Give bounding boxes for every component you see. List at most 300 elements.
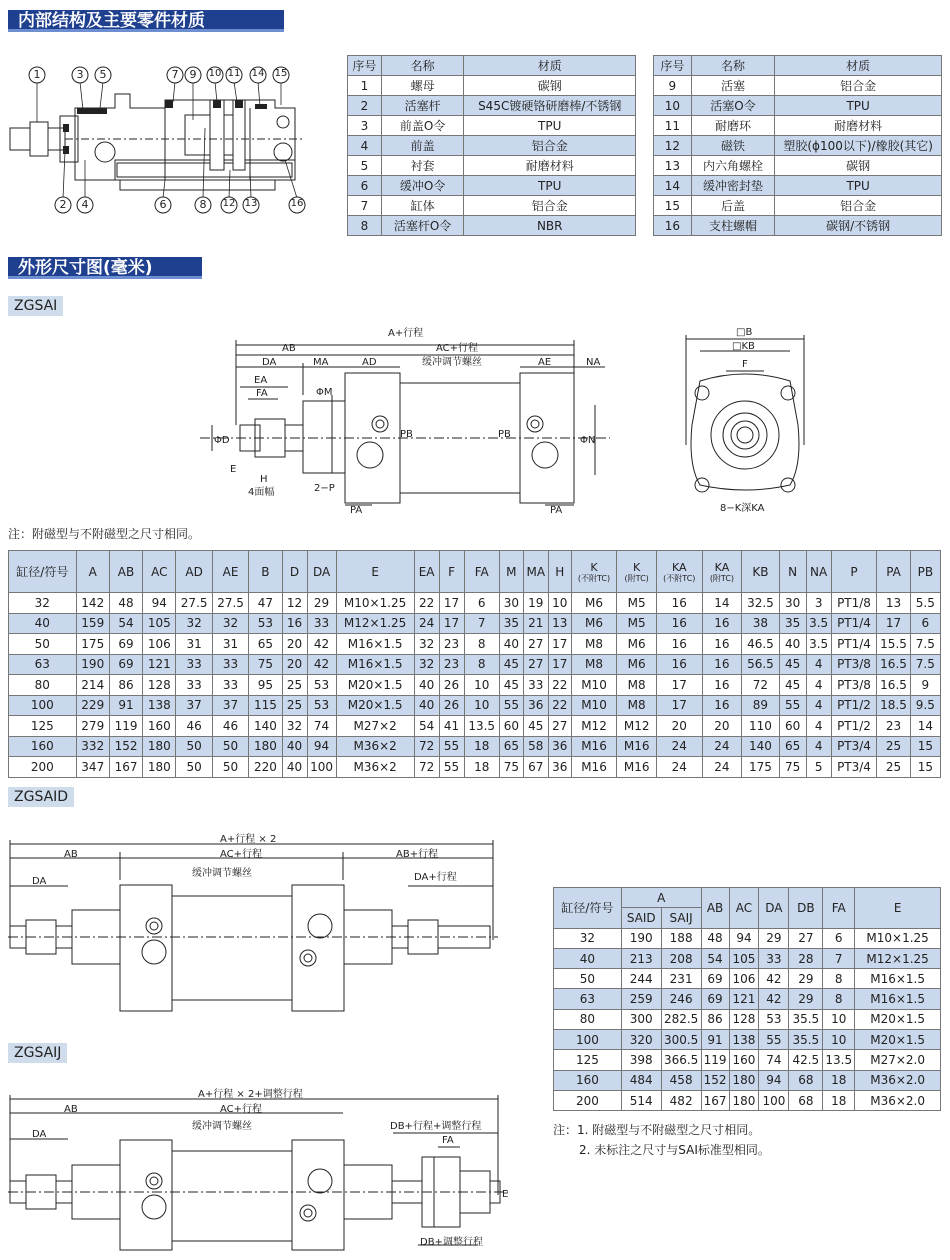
table-cell: 94 <box>759 1070 789 1090</box>
header-cell <box>9 551 77 593</box>
cell-name: 支柱螺帽 <box>691 216 775 236</box>
table-cell: 13 <box>548 613 571 634</box>
cell-name: 衬套 <box>381 156 464 176</box>
header-bore: 缸径/符号 <box>554 888 622 929</box>
cell-name: 活塞杆O令 <box>381 216 464 236</box>
table-cell: 279 <box>76 716 109 737</box>
cell-no: 16 <box>654 216 692 236</box>
header-label: KB <box>752 564 769 579</box>
dim-label: AC+行程 <box>220 1104 263 1115</box>
table-cell: 45 <box>499 675 523 696</box>
header-cell <box>831 551 877 593</box>
table-cell: 27 <box>523 634 548 655</box>
table-cell: 32 <box>414 654 439 675</box>
table-cell: 19 <box>523 593 548 614</box>
table-cell: 32.5 <box>742 593 779 614</box>
table-cell: 175 <box>76 634 109 655</box>
header-label: A <box>88 564 97 579</box>
table-cell: 152 <box>109 736 142 757</box>
table-cell: 16 <box>656 613 702 634</box>
table-cell: 138 <box>143 695 176 716</box>
header-material: 材质 <box>775 56 942 76</box>
cell-name: 活塞杆 <box>381 96 464 116</box>
table-cell: 29 <box>759 928 789 948</box>
dim-label: PB <box>498 429 511 440</box>
table-cell: M8 <box>617 695 657 716</box>
table-cell: 160 <box>9 736 77 757</box>
table-row <box>554 1050 941 1070</box>
table-cell: PT3/4 <box>831 736 877 757</box>
table-cell: 72 <box>414 757 439 778</box>
header-sublabel: (附TC) <box>624 573 649 583</box>
dim-label: PA <box>350 505 363 516</box>
table-cell: 320 <box>621 1030 661 1050</box>
table-cell: 22 <box>414 593 439 614</box>
cell-material: 铝合金 <box>775 196 942 216</box>
table-cell: 214 <box>76 675 109 696</box>
cell-name: 后盖 <box>691 196 775 216</box>
table-row <box>654 196 942 216</box>
table-cell: 40 <box>499 634 523 655</box>
table-cell: 125 <box>9 716 77 737</box>
table-cell: 42 <box>759 989 789 1009</box>
table-cell: 94 <box>729 928 759 948</box>
table-cell: 175 <box>742 757 779 778</box>
table-header-row <box>654 56 942 76</box>
table-cell: 208 <box>661 948 701 968</box>
table-cell: 55 <box>439 757 464 778</box>
table-cell: 75 <box>249 654 282 675</box>
table-cell: 86 <box>701 1009 729 1029</box>
table-cell: 458 <box>661 1070 701 1090</box>
table-cell: M12×1.25 <box>336 613 414 634</box>
table-cell: 100 <box>554 1030 622 1050</box>
cell-no: 4 <box>348 136 382 156</box>
cell-no: 9 <box>654 76 692 96</box>
cell-no: 1 <box>348 76 382 96</box>
table-cell: 54 <box>109 613 142 634</box>
header-cell <box>806 551 831 593</box>
sai-dimension-drawing <box>200 325 620 525</box>
table-cell: M6 <box>571 613 617 634</box>
table-cell: 54 <box>701 948 729 968</box>
header-cell <box>910 551 940 593</box>
table-cell: 50 <box>554 969 622 989</box>
header-label: KA <box>714 560 730 574</box>
dim-label: E <box>230 464 237 475</box>
said-dimension-drawing <box>8 830 498 1010</box>
table-cell: 24 <box>414 613 439 634</box>
header-cell <box>76 551 109 593</box>
cell-no: 5 <box>348 156 382 176</box>
header-da: DA <box>759 888 789 929</box>
cell-name: 缓冲密封垫 <box>691 176 775 196</box>
table-cell: 75 <box>779 757 806 778</box>
header-ac: AC <box>729 888 759 929</box>
table-row <box>348 196 636 216</box>
table-cell: 40 <box>9 613 77 634</box>
table-cell: 27 <box>548 716 571 737</box>
table-cell: 40 <box>282 736 307 757</box>
table-cell: 140 <box>742 736 779 757</box>
table-cell: 40 <box>554 948 622 968</box>
table-row <box>348 156 636 176</box>
table-cell: 23 <box>439 654 464 675</box>
table-cell: 5 <box>806 757 831 778</box>
table-cell: 54 <box>414 716 439 737</box>
table-cell: 50 <box>9 634 77 655</box>
header-cell <box>176 551 212 593</box>
cell-name: 前盖 <box>381 136 464 156</box>
header-label: P <box>850 564 858 579</box>
table-cell: 24 <box>656 757 702 778</box>
table-cell: 20 <box>702 716 742 737</box>
header-no: 序号 <box>348 56 382 76</box>
table-cell: 9 <box>910 675 940 696</box>
header-label: K <box>633 560 641 574</box>
header-cell <box>571 551 617 593</box>
table-cell: M16 <box>571 757 617 778</box>
table-cell: 15.5 <box>877 634 910 655</box>
table-cell: 138 <box>729 1030 759 1050</box>
table-row <box>554 989 941 1009</box>
table-row <box>554 948 941 968</box>
header-label: NA <box>810 564 828 579</box>
table-cell: 55 <box>439 736 464 757</box>
note-2: 2. 未标注之尺寸与SAI标准型相同。 <box>579 1143 770 1157</box>
table-cell: 332 <box>76 736 109 757</box>
table-cell: 7.5 <box>910 654 940 675</box>
table-row <box>554 1009 941 1029</box>
cell-no: 14 <box>654 176 692 196</box>
table-cell: 53 <box>307 695 336 716</box>
section-banner-internal: 内部结构及主要零件材质 <box>8 10 284 32</box>
note-sai: 注：附磁型与不附磁型之尺寸相同。 <box>8 527 201 541</box>
table-cell: 16.5 <box>877 654 910 675</box>
table-row <box>654 116 942 136</box>
said-table-body <box>554 928 941 1111</box>
table-cell: 282.5 <box>661 1009 701 1029</box>
table-cell: 60 <box>499 716 523 737</box>
table-cell: 9.5 <box>910 695 940 716</box>
table-cell: 106 <box>729 969 759 989</box>
dim-label: □B <box>736 327 753 338</box>
cell-name: 磁铁 <box>691 136 775 156</box>
table-cell: 482 <box>661 1090 701 1110</box>
table-cell: 23 <box>877 716 910 737</box>
table-row <box>9 716 941 737</box>
table-cell: 180 <box>729 1090 759 1110</box>
table-cell: 128 <box>729 1009 759 1029</box>
table-cell: 4 <box>806 654 831 675</box>
table-cell: M10 <box>571 695 617 716</box>
header-label: AC <box>151 564 168 579</box>
table-cell: 18 <box>823 1070 855 1090</box>
dim-label: 缓冲调节螺丝 <box>192 868 252 879</box>
table-cell: 42 <box>307 654 336 675</box>
table-cell: M5 <box>617 613 657 634</box>
table-cell: 21 <box>523 613 548 634</box>
cell-no: 2 <box>348 96 382 116</box>
table-header-row <box>348 56 636 76</box>
table-cell: 514 <box>621 1090 661 1110</box>
table-cell: 159 <box>76 613 109 634</box>
table-cell: M36×2.0 <box>855 1070 941 1090</box>
header-db: DB <box>789 888 823 929</box>
table-cell: 13.5 <box>823 1050 855 1070</box>
table-row <box>9 736 941 757</box>
table-row <box>348 216 636 236</box>
header-sublabel: (不附TC) <box>577 573 611 583</box>
table-cell: 36 <box>548 757 571 778</box>
saij-dimension-drawing <box>8 1085 508 1255</box>
table-cell: 56.5 <box>742 654 779 675</box>
table-cell: 115 <box>249 695 282 716</box>
table-cell: 100 <box>759 1090 789 1110</box>
table-row <box>654 136 942 156</box>
table-cell: 33 <box>523 675 548 696</box>
table-cell: 40 <box>282 757 307 778</box>
table-cell: 74 <box>759 1050 789 1070</box>
table-cell: 188 <box>661 928 701 948</box>
table-cell: 35.5 <box>789 1009 823 1029</box>
table-cell: 16 <box>702 675 742 696</box>
table-cell: 65 <box>249 634 282 655</box>
table-cell: 246 <box>661 989 701 1009</box>
table-cell: 55 <box>779 695 806 716</box>
callout-7: 7 <box>171 68 179 81</box>
table-cell: M12 <box>571 716 617 737</box>
table-cell: 366.5 <box>661 1050 701 1070</box>
table-cell: 68 <box>789 1090 823 1110</box>
table-cell: 53 <box>249 613 282 634</box>
dim-label: AD <box>362 357 377 368</box>
cell-material: TPU <box>464 116 636 136</box>
table-cell: 17 <box>548 654 571 675</box>
table-cell: 119 <box>701 1050 729 1070</box>
table-cell: 36 <box>548 736 571 757</box>
callout-11: 11 <box>227 68 241 79</box>
table-cell: 50 <box>176 736 212 757</box>
table-cell: 16.5 <box>877 675 910 696</box>
table-cell: 15 <box>910 757 940 778</box>
cell-material: 碳钢 <box>464 76 636 96</box>
table-cell: 14 <box>910 716 940 737</box>
table-cell: 7 <box>823 948 855 968</box>
table-cell: 27.5 <box>212 593 248 614</box>
table-cell: M27×2 <box>336 716 414 737</box>
callout-6: 6 <box>159 198 167 211</box>
table-row <box>9 593 941 614</box>
table-cell: M12 <box>617 716 657 737</box>
header-a: A <box>621 888 701 908</box>
table-row <box>348 76 636 96</box>
parts-right-body <box>654 76 942 236</box>
table-cell: 17 <box>548 634 571 655</box>
cell-name: 活塞O令 <box>691 96 775 116</box>
cell-material: 碳钢/不锈钢 <box>775 216 942 236</box>
table-cell: M36×2.0 <box>855 1090 941 1110</box>
table-cell: M36×2 <box>336 757 414 778</box>
table-cell: 140 <box>249 716 282 737</box>
table-cell: M16×1.5 <box>336 634 414 655</box>
table-cell: 30 <box>779 593 806 614</box>
table-cell: 119 <box>109 716 142 737</box>
dim-label: 8−K深KA <box>720 503 765 514</box>
table-cell: 69 <box>701 989 729 1009</box>
table-cell: 20 <box>656 716 702 737</box>
header-label: AD <box>185 564 203 579</box>
table-row <box>654 96 942 116</box>
cell-no: 13 <box>654 156 692 176</box>
cell-material: 碳钢 <box>775 156 942 176</box>
table-cell: 42 <box>759 969 789 989</box>
table-cell: PT1/4 <box>831 634 877 655</box>
table-cell: 29 <box>789 989 823 1009</box>
header-label: E <box>371 564 379 579</box>
table-cell: 17 <box>439 593 464 614</box>
table-cell: M10 <box>571 675 617 696</box>
dim-label: 缓冲调节螺丝 <box>192 1121 252 1132</box>
table-cell: M10×1.25 <box>855 928 941 948</box>
cell-name: 内六角螺栓 <box>691 156 775 176</box>
header-label: PA <box>886 564 901 579</box>
table-cell: 16 <box>702 634 742 655</box>
table-cell: M8 <box>571 634 617 655</box>
table-row <box>654 216 942 236</box>
header-label: EA <box>418 564 435 579</box>
table-cell: 8 <box>464 634 499 655</box>
table-cell: 26 <box>439 695 464 716</box>
table-cell: 89 <box>742 695 779 716</box>
table-cell: 10 <box>823 1030 855 1050</box>
table-cell: 45 <box>523 716 548 737</box>
table-cell: 152 <box>701 1070 729 1090</box>
cell-material: TPU <box>464 176 636 196</box>
cell-name: 耐磨环 <box>691 116 775 136</box>
header-cell <box>499 551 523 593</box>
callout-13: 13 <box>244 198 258 209</box>
table-cell: 16 <box>702 654 742 675</box>
table-cell: 17 <box>656 675 702 696</box>
table-row <box>654 76 942 96</box>
table-row <box>348 176 636 196</box>
table-cell: 190 <box>76 654 109 675</box>
callout-1: 1 <box>33 68 41 81</box>
table-cell: 33 <box>176 654 212 675</box>
header-e: E <box>855 888 941 929</box>
table-row <box>9 613 941 634</box>
cell-material: TPU <box>775 176 942 196</box>
cell-material: S45C镀硬铬研磨棒/不锈钢 <box>464 96 636 116</box>
table-cell: 15 <box>910 736 940 757</box>
header-name: 名称 <box>691 56 775 76</box>
note-prefix: 注： <box>553 1123 578 1137</box>
dim-label: MA <box>313 357 329 368</box>
table-cell: 75 <box>499 757 523 778</box>
note-line <box>553 1122 770 1138</box>
table-cell: 48 <box>109 593 142 614</box>
table-cell: M20×1.5 <box>336 695 414 716</box>
dim-label: F <box>742 359 748 370</box>
table-cell: 10 <box>823 1009 855 1029</box>
table-cell: 4 <box>806 736 831 757</box>
dimension-table-body <box>9 593 941 778</box>
table-cell: 91 <box>109 695 142 716</box>
table-cell: 50 <box>176 757 212 778</box>
table-cell: 259 <box>621 989 661 1009</box>
cell-material: TPU <box>775 96 942 116</box>
table-cell: 18.5 <box>877 695 910 716</box>
table-cell: 68 <box>789 1070 823 1090</box>
table-cell: M16 <box>617 757 657 778</box>
header-fa: FA <box>823 888 855 929</box>
dim-label: H <box>260 474 268 485</box>
table-cell: 42 <box>307 634 336 655</box>
table-cell: 47 <box>249 593 282 614</box>
table-cell: 213 <box>621 948 661 968</box>
header-label: D <box>289 564 300 579</box>
table-cell: 5.5 <box>910 593 940 614</box>
callout-9: 9 <box>189 68 197 81</box>
cell-material: NBR <box>464 216 636 236</box>
table-cell: 8 <box>464 654 499 675</box>
table-cell: 25 <box>877 736 910 757</box>
table-cell: 37 <box>176 695 212 716</box>
table-cell: 32 <box>212 613 248 634</box>
callout-12: 12 <box>222 198 236 209</box>
header-cell <box>249 551 282 593</box>
table-cell: 32 <box>282 716 307 737</box>
table-header-row <box>9 551 941 593</box>
note-line <box>553 1142 770 1158</box>
table-cell: 53 <box>759 1009 789 1029</box>
dim-label: ΦM <box>316 387 333 398</box>
dim-label: 缓冲调节螺丝 <box>422 357 482 368</box>
callout-2: 2 <box>59 198 67 211</box>
header-cell <box>439 551 464 593</box>
table-cell: M20×1.5 <box>855 1009 941 1029</box>
table-cell: 41 <box>439 716 464 737</box>
callout-4: 4 <box>81 198 89 211</box>
table-cell: 200 <box>554 1090 622 1110</box>
dim-label: DB+调整行程 <box>420 1237 483 1248</box>
table-cell: 167 <box>109 757 142 778</box>
cell-no: 6 <box>348 176 382 196</box>
table-cell: 91 <box>701 1030 729 1050</box>
table-cell: M16 <box>617 736 657 757</box>
dim-label: □KB <box>732 341 755 352</box>
table-row <box>554 969 941 989</box>
table-cell: 8 <box>823 969 855 989</box>
table-cell: 40 <box>779 634 806 655</box>
table-cell: 180 <box>143 736 176 757</box>
header-material: 材质 <box>464 56 636 76</box>
callout-16: 16 <box>290 198 304 209</box>
table-row <box>554 1090 941 1110</box>
model-tag-sai: ZGSAI <box>8 296 63 316</box>
table-cell: 45 <box>499 654 523 675</box>
table-cell: 38 <box>742 613 779 634</box>
table-cell: 100 <box>307 757 336 778</box>
dim-label: AB <box>282 343 296 354</box>
dim-label: AC+行程 <box>220 849 263 860</box>
header-sublabel: (不附TC) <box>663 573 696 583</box>
table-cell: 484 <box>621 1070 661 1090</box>
cell-material: 耐磨材料 <box>775 116 942 136</box>
table-cell: 17 <box>877 613 910 634</box>
table-cell: 20 <box>282 654 307 675</box>
